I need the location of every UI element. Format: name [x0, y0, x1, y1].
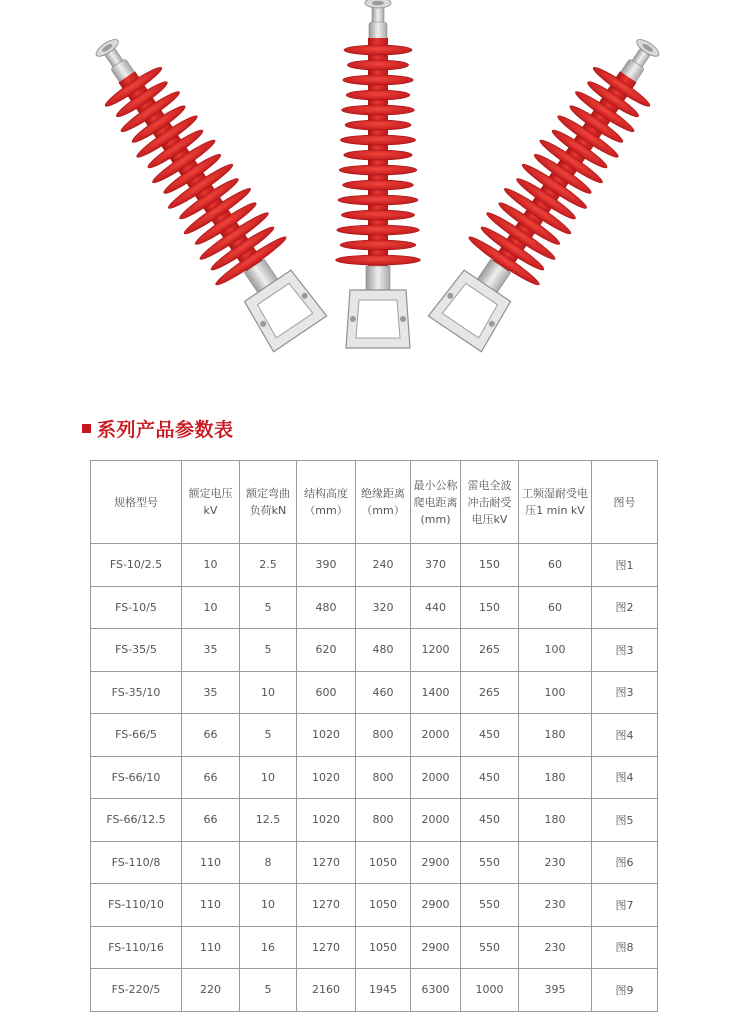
table-cell: 1270: [297, 841, 356, 884]
table-body: [91, 544, 658, 1012]
table-cell: 150: [461, 586, 519, 629]
table-cell: 440: [411, 586, 461, 629]
table-cell: 230: [519, 884, 592, 927]
table-cell: 8: [240, 841, 297, 884]
table-cell: 1945: [356, 969, 411, 1012]
table-header-row: [91, 461, 658, 544]
column-header: 额定弯曲负荷kN: [240, 461, 297, 544]
column-header: 雷电全波冲击耐受电压kV: [461, 461, 519, 544]
table-cell: 550: [461, 926, 519, 969]
table-cell: 图8: [592, 926, 658, 969]
table-cell: 5: [240, 714, 297, 757]
table-cell: FS-35/5: [91, 629, 182, 672]
table-cell: 100: [519, 671, 592, 714]
table-cell: 180: [519, 799, 592, 842]
table-cell: 1400: [411, 671, 461, 714]
table-cell: 100: [519, 629, 592, 672]
table-cell: 2900: [411, 841, 461, 884]
table-cell: 60: [519, 586, 592, 629]
column-header: 工频湿耐受电压1 min kV: [519, 461, 592, 544]
column-header: 最小公称爬电距离(mm): [411, 461, 461, 544]
table-cell: FS-66/10: [91, 756, 182, 799]
table-cell: 图1: [592, 544, 658, 587]
table-cell: 16: [240, 926, 297, 969]
table-cell: 370: [411, 544, 461, 587]
insulator-right: [420, 20, 686, 358]
table-cell: 12.5: [240, 799, 297, 842]
table-cell: 图3: [592, 629, 658, 672]
table-cell: 2900: [411, 926, 461, 969]
table-cell: 620: [297, 629, 356, 672]
table-cell: 1050: [356, 841, 411, 884]
table-row: [91, 586, 658, 629]
column-header: 额定电压kV: [182, 461, 240, 544]
table-cell: 110: [182, 841, 240, 884]
column-header: 规格型号: [91, 461, 182, 544]
table-cell: 1200: [411, 629, 461, 672]
table-cell: 180: [519, 756, 592, 799]
table-cell: 265: [461, 671, 519, 714]
table-cell: FS-110/16: [91, 926, 182, 969]
spec-table: [90, 460, 658, 1012]
table-cell: 390: [297, 544, 356, 587]
table-cell: 230: [519, 841, 592, 884]
table-row: [91, 884, 658, 927]
table-cell: 800: [356, 714, 411, 757]
table-row: [91, 671, 658, 714]
table-cell: 图4: [592, 756, 658, 799]
table-cell: 5: [240, 969, 297, 1012]
table-row: [91, 756, 658, 799]
column-header: 结构高度（mm）: [297, 461, 356, 544]
table-cell: 2160: [297, 969, 356, 1012]
table-row: [91, 841, 658, 884]
table-cell: 图4: [592, 714, 658, 757]
table-cell: 图9: [592, 969, 658, 1012]
column-header: 图号: [592, 461, 658, 544]
table-cell: FS-110/8: [91, 841, 182, 884]
table-row: [91, 799, 658, 842]
table-cell: 550: [461, 884, 519, 927]
table-cell: FS-66/5: [91, 714, 182, 757]
table-cell: 265: [461, 629, 519, 672]
table-cell: 图5: [592, 799, 658, 842]
table-cell: 2000: [411, 799, 461, 842]
table-cell: 5: [240, 629, 297, 672]
table-cell: 66: [182, 714, 240, 757]
table-cell: 35: [182, 671, 240, 714]
table-cell: 450: [461, 799, 519, 842]
table-row: [91, 544, 658, 587]
table-cell: FS-10/5: [91, 586, 182, 629]
table-row: [91, 629, 658, 672]
table-cell: FS-110/10: [91, 884, 182, 927]
table-cell: 480: [297, 586, 356, 629]
product-photo: [0, 0, 750, 400]
table-cell: 220: [182, 969, 240, 1012]
table-cell: 1020: [297, 756, 356, 799]
table-cell: FS-220/5: [91, 969, 182, 1012]
table-cell: 450: [461, 756, 519, 799]
table-cell: 66: [182, 756, 240, 799]
heading-marker-icon: [82, 424, 91, 433]
table-cell: 图2: [592, 586, 658, 629]
table-cell: 1050: [356, 926, 411, 969]
table-cell: 480: [356, 629, 411, 672]
table-cell: 10: [240, 671, 297, 714]
table-row: [91, 926, 658, 969]
table-cell: 6300: [411, 969, 461, 1012]
table-cell: 1020: [297, 714, 356, 757]
table-cell: 600: [297, 671, 356, 714]
table-row: [91, 714, 658, 757]
table-cell: 450: [461, 714, 519, 757]
table-cell: 图6: [592, 841, 658, 884]
table-cell: 800: [356, 756, 411, 799]
table-cell: 1050: [356, 884, 411, 927]
table-cell: 5: [240, 586, 297, 629]
table-cell: 60: [519, 544, 592, 587]
table-cell: 1270: [297, 884, 356, 927]
table-cell: 35: [182, 629, 240, 672]
table-cell: 180: [519, 714, 592, 757]
table-cell: 1020: [297, 799, 356, 842]
table-cell: 图7: [592, 884, 658, 927]
section-title: 系列产品参数表: [97, 418, 234, 441]
table-row: [91, 969, 658, 1012]
table-cell: 2.5: [240, 544, 297, 587]
column-header: 绝缘距离（mm）: [356, 461, 411, 544]
table-cell: 150: [461, 544, 519, 587]
table-cell: 110: [182, 926, 240, 969]
table-cell: 320: [356, 586, 411, 629]
table-cell: 110: [182, 884, 240, 927]
table-cell: 图3: [592, 671, 658, 714]
table-cell: FS-35/10: [91, 671, 182, 714]
insulator-left: [69, 20, 335, 358]
table-cell: 1000: [461, 969, 519, 1012]
table-cell: 10: [182, 544, 240, 587]
table-cell: 10: [182, 586, 240, 629]
table-cell: 395: [519, 969, 592, 1012]
table-cell: 460: [356, 671, 411, 714]
table-cell: 2000: [411, 756, 461, 799]
table-cell: 1270: [297, 926, 356, 969]
table-cell: 10: [240, 756, 297, 799]
section-heading: [82, 414, 234, 442]
table-cell: FS-10/2.5: [91, 544, 182, 587]
table-cell: 2000: [411, 714, 461, 757]
table-cell: FS-66/12.5: [91, 799, 182, 842]
table-cell: 10: [240, 884, 297, 927]
table-cell: 2900: [411, 884, 461, 927]
table-cell: 230: [519, 926, 592, 969]
table-cell: 550: [461, 841, 519, 884]
table-cell: 240: [356, 544, 411, 587]
table-cell: 800: [356, 799, 411, 842]
table-cell: 66: [182, 799, 240, 842]
insulator-center: [336, 0, 421, 348]
